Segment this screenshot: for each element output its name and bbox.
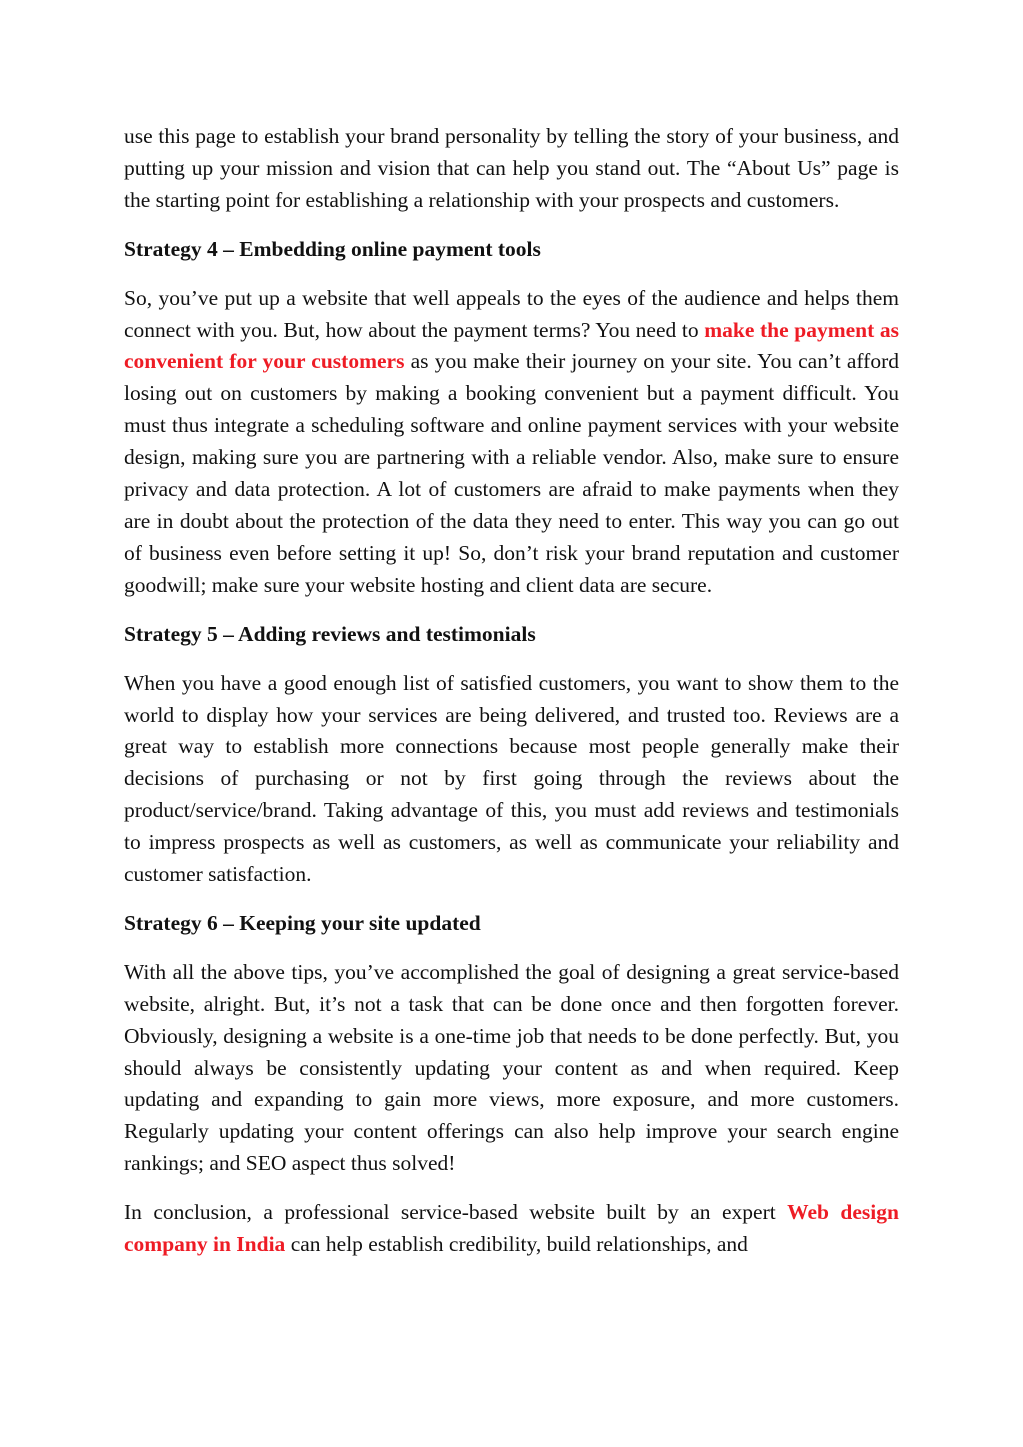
strategy-4-text-b: as you make their journey on your site. You can’t afford losing out on customers by making a booking convenient but a payment difficult. You must thus integrate a scheduling software and online payment services with your website design, making sure you are partnering with a reliable vendor. Also, make sure to ensure privacy and data protection. A lot of customers are afraid to make payments when they are in doubt about the protection of the data they need to enter. This way you can go out of business even before setting it up! So, don’t risk your brand reputation and customer goodwill; make sure your website hosting and client data are secure. (124, 349, 899, 597)
strategy-5-paragraph: When you have a good enough list of satisfied customers, you want to show them to the world to display how your services are being delivered, and trusted too. Reviews are a great way to establish more connections because most people generally make their decisions of purchasing or not by first going through the reviews about the product/service/brand. Taking advantage of this, you must add reviews and testimonials to impress prospects as well as customers, as well as communicate your reliability and customer satisfaction. (124, 670, 899, 887)
document-page (124, 121, 899, 1261)
web-design-company-link[interactable]: Web design company in India (124, 1200, 899, 1257)
strategy-5-heading: Strategy 5 – Adding reviews and testimonials (124, 621, 536, 646)
strategy-6-paragraph: With all the above tips, you’ve accomplished the goal of designing a great service-based website, alright. But, it’s not a task that can be done once and then forgotten forever. Obviously, designing a website is a one-time job that needs to be done perfectly. But, you should always be consistently updating your content as and when required. Keep updating and expanding to gain more views, more exposure, and more customers. Regularly updating your content offerings can also help improve your search engine rankings; and SEO aspect thus solved! (124, 959, 899, 1176)
strategy-4-paragraph (124, 283, 899, 602)
strategy-4-heading: Strategy 4 – Embedding online payment tools (124, 236, 541, 261)
intro-paragraph: use this page to establish your brand personality by telling the story of your business, and putting up your mission and vision that can help you stand out. The “About Us” page is the starting point for establishing a relationship with your prospects and customers. (124, 124, 899, 212)
conclusion-text-b: can help establish credibility, build relationships, and (285, 1232, 748, 1257)
conclusion-text-a: In conclusion, a professional service-based website built by an expert (124, 1200, 788, 1225)
strategy-4-text-a: So, you’ve put up a website that well appeals to the eyes of the audience and helps them connect with you. But, how about the payment terms? You need to (124, 285, 899, 342)
strategy-6-heading: Strategy 6 – Keeping your site updated (124, 910, 481, 935)
conclusion-paragraph (124, 1197, 899, 1261)
payment-convenience-link[interactable]: make the payment as convenient for your customers (124, 317, 899, 374)
